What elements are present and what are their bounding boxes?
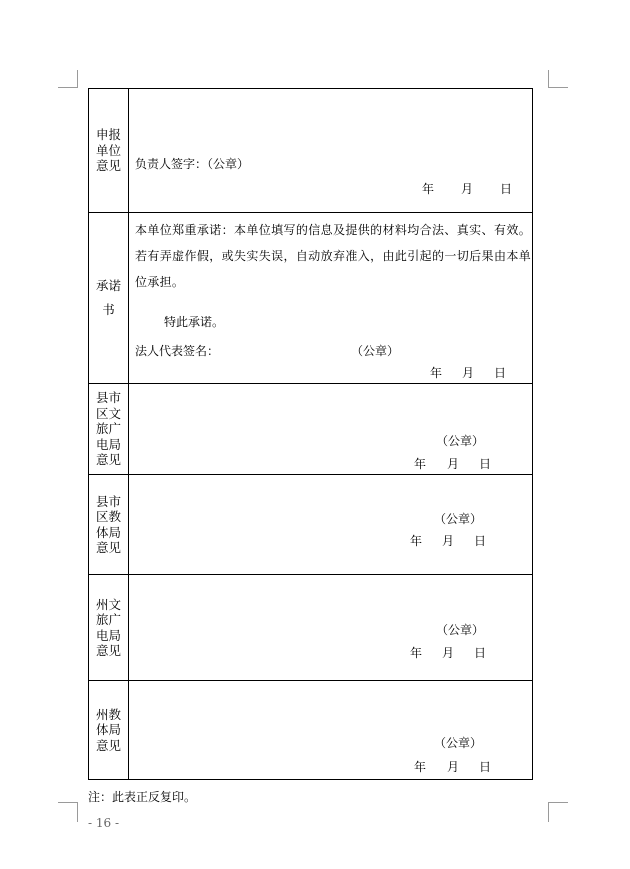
prefecture-culture-bureau-row xyxy=(88,575,533,681)
pledge-label-cell xyxy=(89,213,129,383)
county-culture-seal: （公章） xyxy=(436,434,485,448)
date-day: 日 xyxy=(479,457,492,471)
crop-mark-bottom-right xyxy=(548,802,568,822)
prefecture-culture-label: 州文旅广电局意见 xyxy=(95,596,121,658)
applicant-opinion-content[interactable] xyxy=(129,89,532,212)
prefecture-culture-seal: （公章） xyxy=(436,623,485,637)
date-month: 月 xyxy=(442,534,455,548)
date-day: 日 xyxy=(494,366,507,380)
prefecture-education-bureau-row xyxy=(88,681,533,780)
county-education-label: 县市区教体局意见 xyxy=(95,493,121,555)
opinion-form-table xyxy=(88,88,533,780)
date-year: 年 xyxy=(410,534,423,548)
date-year: 年 xyxy=(422,182,435,196)
county-culture-label-cell xyxy=(89,384,129,474)
crop-mark-top-right xyxy=(548,70,568,88)
page-number: - 16 - xyxy=(88,816,120,830)
date-year: 年 xyxy=(430,366,443,380)
county-education-seal: （公章） xyxy=(434,512,483,526)
county-culture-opinion-content[interactable] xyxy=(129,384,532,474)
county-education-opinion-content[interactable] xyxy=(129,475,532,574)
footnote: 注：此表正反复印。 xyxy=(88,790,197,804)
county-culture-label: 县市区文旅广电局意见 xyxy=(95,390,121,468)
applicant-opinion-row xyxy=(88,88,533,213)
date-year: 年 xyxy=(414,760,427,774)
crop-mark-top-left xyxy=(58,70,78,88)
prefecture-culture-label-cell xyxy=(89,575,129,680)
date-year: 年 xyxy=(414,457,427,471)
county-education-bureau-row xyxy=(88,475,533,575)
pledge-row xyxy=(88,213,533,384)
applicant-opinion-label: 申报单位意见 xyxy=(95,127,121,174)
date-month: 月 xyxy=(447,760,460,774)
pledge-content xyxy=(129,213,532,383)
prefecture-education-label: 州教体局意见 xyxy=(95,706,121,753)
pledge-closing: 特此承诺。 xyxy=(164,315,225,329)
applicant-opinion-label-cell xyxy=(89,89,129,212)
date-year: 年 xyxy=(410,646,423,660)
date-day: 日 xyxy=(479,760,492,774)
crop-mark-bottom-left xyxy=(58,802,78,822)
principal-signature-line: 负责人签字：（公章） xyxy=(135,157,250,171)
county-education-label-cell xyxy=(89,475,129,574)
prefecture-education-opinion-content[interactable] xyxy=(129,681,532,779)
prefecture-culture-opinion-content[interactable] xyxy=(129,575,532,680)
prefecture-education-seal: （公章） xyxy=(434,736,483,750)
date-month: 月 xyxy=(447,457,460,471)
pledge-label: 承诺书 xyxy=(95,278,121,317)
date-day: 日 xyxy=(474,534,487,548)
date-month: 月 xyxy=(461,182,474,196)
date-day: 日 xyxy=(474,646,487,660)
legal-representative-signature[interactable]: 法人代表签名： xyxy=(135,344,220,358)
date-month: 月 xyxy=(442,646,455,660)
date-day: 日 xyxy=(500,182,513,196)
pledge-seal: （公章） xyxy=(351,344,400,358)
prefecture-education-label-cell xyxy=(89,681,129,779)
county-culture-bureau-row xyxy=(88,384,533,475)
pledge-text: 本单位郑重承诺：本单位填写的信息及提供的材料均合法、真实、有效。若有弄虚作假，或失实失误，自动放弃准入，由此引起的一切后果由本单位承担。 xyxy=(135,223,531,289)
date-month: 月 xyxy=(462,366,475,380)
